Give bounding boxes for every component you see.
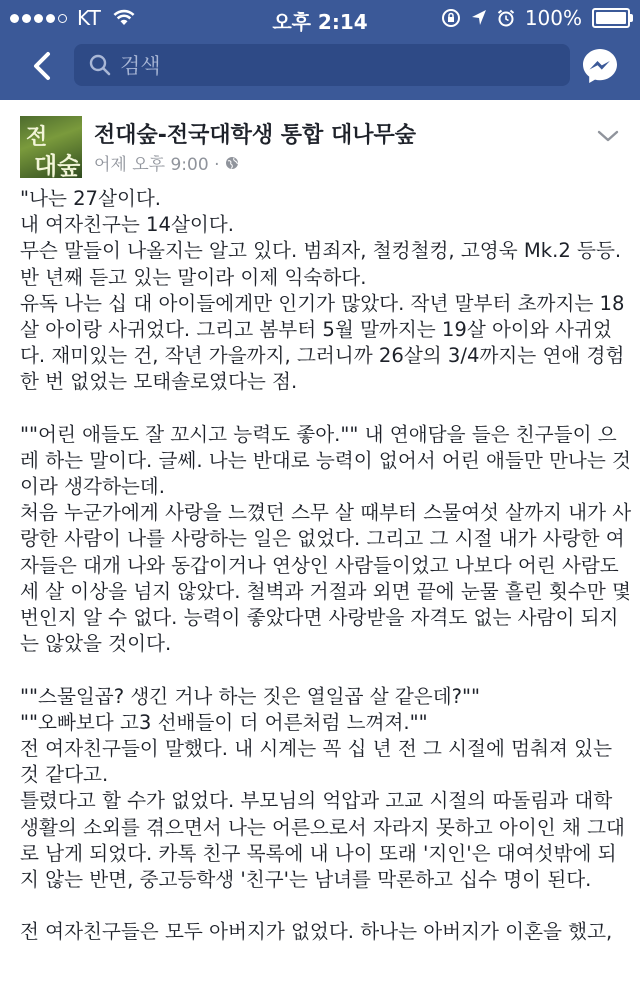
paragraph-gap (20, 893, 624, 919)
post-text-line: ""오빠보다 고3 선배들이 더 어른처럼 느껴져."" (20, 710, 428, 734)
post-text-line: 것 같다고. (20, 763, 109, 787)
chevron-down-icon[interactable] (596, 128, 620, 144)
post-text-line: 내 여자친구는 14살이다. (20, 213, 234, 237)
paragraph-gap (20, 396, 624, 422)
back-arrow-icon[interactable] (24, 46, 64, 86)
search-placeholder: 검색 (120, 54, 161, 78)
post-header (0, 110, 640, 180)
post-text-line: 유독 나는 십 대 아이들에게만 인기가 많았다. 작년 말부터 초까지는 18 (20, 291, 625, 315)
post-text-line: 살 아이랑 사귀었다. 그리고 봄부터 5월 말까지는 19살 아이와 사귀었 (20, 317, 612, 341)
post-text-line: 전 여자친구들은 모두 아버지가 없었다. 하나는 아버지가 이혼을 했고, (20, 920, 613, 944)
rotation-lock-icon (441, 8, 461, 28)
globe-icon (225, 156, 239, 170)
page-avatar[interactable]: 전 대숲 (20, 116, 82, 178)
post-text-line: ""어린 애들도 잘 꼬시고 능력도 좋아."" 내 연애담을 들은 친구들이 으 (20, 422, 617, 446)
post-text-line: 전 여자친구들이 말했다. 내 시계는 꼭 십 년 전 그 시절에 멈춰져 있는 (20, 736, 613, 760)
status-time: 오후 2:14 (272, 10, 368, 34)
page-name-link[interactable]: 전대숲-전국대학생 통합 대나무숲 (94, 123, 416, 148)
post-body (20, 186, 632, 945)
battery-icon (592, 8, 630, 28)
carrier-name: KT (77, 6, 101, 30)
post-text-line: 다. 재미있는 건, 작년 가을까지, 그러니까 26살의 3/4까지는 연애 경험 (20, 344, 625, 368)
post-text-line: 번인지 알 수 없다. 능력이 좋았다면 사랑받을 자격도 없는 사람이 되지 (20, 606, 619, 629)
post-text-line: 처음 누군가에게 사랑을 느꼈던 스무 살 때부터 스물여섯 살까지 내가 사 (20, 501, 632, 525)
post-text-line: 랑한 사람이 나를 사랑하는 일은 없었다. 그리고 그 시절 내가 사랑한 여 (20, 527, 625, 551)
post-timestamp[interactable]: 어제 오후 9:00 · (94, 150, 239, 175)
search-icon (88, 53, 112, 77)
post-text-line: 자들은 대개 나와 동갑이거나 연상인 사람들이었고 나보다 어린 사람도 (20, 553, 619, 577)
post-text-line: 레 하는 말이다. 글쎄. 나는 반대로 능력이 없어서 어린 애들만 만나는 것 (20, 448, 631, 472)
post-text-line: "나는 27살이다. (20, 187, 162, 210)
search-input[interactable] (74, 44, 570, 86)
post-text-line: 로 남게 되었다. 카톡 친구 목록에 내 나이 또래 '지인'은 대여섯밖에 되 (20, 841, 617, 865)
post-text-line: 틀렸다고 할 수가 없었다. 부모님의 억압과 고교 시절의 따돌림과 대학 (20, 789, 613, 813)
post-text-line: 지 않는 반면, 중고등학생 '친구'는 남녀를 막론하고 십수 명이 된다. (20, 867, 592, 891)
post-text-line: ""스물일곱? 생긴 거나 하는 짓은 열일곱 살 같은데?"" (20, 684, 481, 708)
top-bar (0, 0, 640, 100)
post-text-line: 세 살 이상을 넘지 않았다. 철벽과 거절과 외면 끝에 눈물 흘린 횟수만 몇 (20, 579, 631, 603)
alarm-icon (497, 9, 515, 27)
post-text-line: 이라 생각하는데. (20, 475, 165, 499)
battery-percent: 100% (524, 6, 582, 30)
post-text-line: 반 년째 듣고 있는 말이라 이제 익숙하다. (20, 265, 367, 289)
messenger-icon[interactable] (580, 46, 620, 86)
status-bar (0, 0, 640, 34)
post-text-line: 한 번 없었는 모태솔로였다는 점. (20, 370, 298, 394)
location-icon (471, 9, 487, 27)
paragraph-gap (20, 657, 624, 683)
post-text-line: 무슨 말들이 나올지는 알고 있다. 범죄자, 철컹철컹, 고영욱 Mk.2 등등. (20, 239, 622, 263)
post-text-line: 는 않았을 것이다. (20, 632, 172, 656)
post-text-line: 생활의 소외를 겪으면서 나는 어른으로서 자라지 못하고 아이인 채 그대 (20, 815, 625, 839)
